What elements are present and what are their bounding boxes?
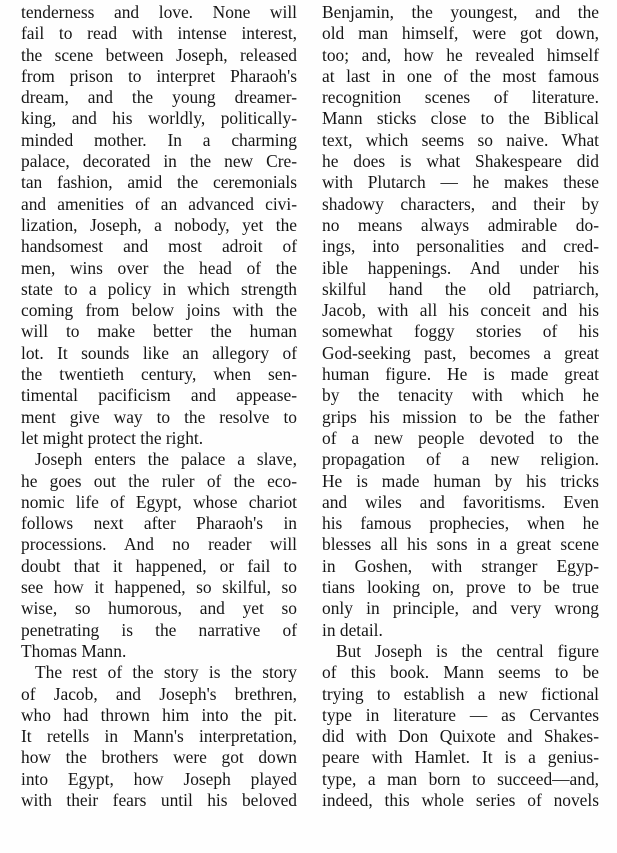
text-line: nomic life of Egypt, whose chariot — [21, 491, 297, 512]
text-line: palace, decorated in the new Cre- — [21, 151, 297, 172]
text-line: It retells in Mann's interpretation, — [21, 726, 297, 747]
text-line: processions. And no reader will — [21, 534, 297, 555]
text-line: did with Don Quixote and Shakes- — [322, 726, 599, 747]
text-line: king, and his worldly, politically- — [21, 108, 297, 129]
text-line: state to a policy in which strength — [21, 278, 297, 299]
text-line: see how it happened, so skilful, so — [21, 577, 297, 598]
text-line: ings, into personalities and cred- — [322, 236, 599, 257]
text-line: dream, and the young dreamer- — [21, 87, 297, 108]
text-line: wise, so humorous, and yet so — [21, 598, 297, 619]
text-line: too; and, how he revealed himself — [322, 44, 599, 65]
text-line: he does is what Shakespeare did — [322, 151, 599, 172]
text-line: his famous prophecies, when he — [322, 513, 599, 534]
text-line: trying to establish a new fictional — [322, 683, 599, 704]
text-line: fail to read with intense interest, — [21, 23, 297, 44]
text-line: into Egypt, how Joseph played — [21, 768, 297, 789]
text-line: in detail. — [322, 619, 383, 640]
text-line: Mann sticks close to the Biblical — [322, 108, 599, 129]
text-line: doubt that it happened, or fail to — [21, 555, 297, 576]
text-line: no means always admirable do- — [322, 214, 599, 235]
text-line: But Joseph is the central figure — [336, 640, 599, 661]
text-line: timental pacificism and appease- — [21, 385, 297, 406]
text-line: God-seeking past, becomes a great — [322, 342, 599, 363]
text-line: of a new people devoted to the — [322, 427, 599, 448]
text-line: ible happenings. And under his — [322, 257, 599, 278]
text-line: at last in one of the most famous — [322, 65, 599, 86]
text-line: peare with Hamlet. It is a genius- — [322, 747, 599, 768]
text-line: tan fashion, amid the ceremonials — [21, 172, 297, 193]
text-line: with their fears until his beloved — [21, 789, 297, 810]
text-line: ment give way to the resolve to — [21, 406, 297, 427]
text-line: who had thrown him into the pit. — [21, 704, 297, 725]
text-line: type, a man born to succeed—and, — [322, 768, 599, 789]
right-text-column — [322, 2, 599, 811]
text-line: in Goshen, with stranger Egyp- — [322, 555, 599, 576]
text-line: recognition scenes of literature. — [322, 87, 599, 108]
text-line: He is made human by his tricks — [322, 470, 599, 491]
text-line: the twentieth century, when sen- — [21, 364, 297, 385]
text-line: shadowy characters, and their by — [322, 193, 599, 214]
text-line: the scene between Joseph, released — [21, 44, 297, 65]
text-line: by the tenacity with which he — [322, 385, 599, 406]
text-line: men, wins over the head of the — [21, 257, 297, 278]
text-line: how the brothers were got down — [21, 747, 297, 768]
text-line: only in principle, and very wrong — [322, 598, 599, 619]
text-line: Benjamin, the youngest, and the — [322, 2, 599, 22]
text-line: he goes out the ruler of the eco- — [21, 470, 297, 491]
text-line: The rest of the story is the story — [35, 662, 297, 683]
text-line: grips his mission to be the father — [322, 406, 599, 427]
text-line: from prison to interpret Pharaoh's — [21, 65, 297, 86]
text-line: follows next after Pharaoh's in — [21, 513, 297, 534]
text-line: will to make better the human — [21, 321, 297, 342]
text-line: indeed, this whole series of novels — [322, 789, 599, 810]
text-line: and amenities of an advanced civi- — [21, 193, 297, 214]
text-line: let might protect the right. — [21, 427, 204, 448]
text-line: Joseph enters the palace a slave, — [35, 449, 297, 470]
text-line: human figure. He is made great — [322, 364, 599, 385]
text-line: handsomest and most adroit of — [21, 236, 297, 257]
text-line: of this book. Mann seems to be — [322, 662, 599, 683]
text-line: old man himself, were got down, — [322, 23, 599, 44]
text-line: blesses all his sons in a great scene — [322, 534, 599, 555]
text-line: Jacob, with all his conceit and his — [322, 300, 599, 321]
text-line: type in literature — as Cervantes — [322, 704, 599, 725]
text-line: coming from below joins with the — [21, 300, 297, 321]
text-line: and wiles and favoritisms. Even — [322, 491, 599, 512]
text-line: propagation of a new religion. — [322, 449, 599, 470]
text-line: minded mother. In a charming — [21, 129, 297, 150]
text-line: tians looking on, prove to be true — [322, 577, 599, 598]
text-line: skilful hand the old patriarch, — [322, 278, 599, 299]
left-text-column — [21, 2, 297, 811]
text-line: Thomas Mann. — [21, 640, 127, 661]
text-line: tenderness and love. None will — [21, 2, 297, 22]
text-line: lot. It sounds like an allegory of — [21, 342, 297, 363]
text-line: lization, Joseph, a nobody, yet the — [21, 214, 297, 235]
text-line: penetrating is the narrative of — [21, 619, 297, 640]
text-line: with Plutarch — he makes these — [322, 172, 599, 193]
text-line: of Jacob, and Joseph's brethren, — [21, 683, 297, 704]
text-line: somewhat foggy stories of his — [322, 321, 599, 342]
text-line: text, which seems so naive. What — [322, 129, 599, 150]
